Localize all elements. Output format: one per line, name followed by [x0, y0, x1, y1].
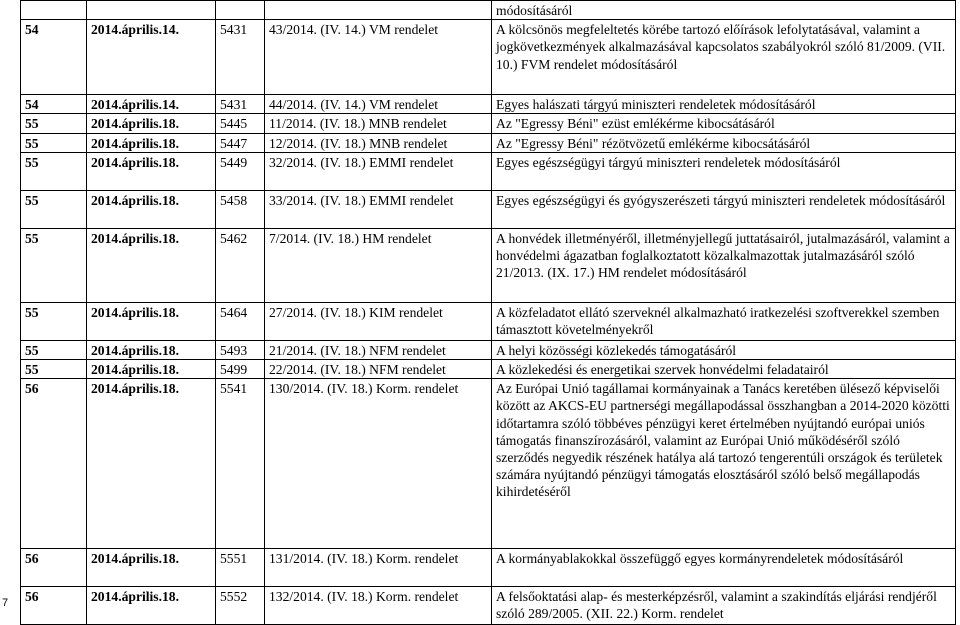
table-row	[21, 360, 956, 379]
date-cell: 2014.április.18.	[87, 360, 216, 379]
description-cell: Az "Egressy Béni" ezüst emlékérme kibocsátásáról	[492, 114, 956, 133]
description-cell: A helyi közösségi közlekedés támogatásáról	[492, 340, 956, 359]
page-code-cell: 5499	[216, 360, 265, 379]
table-row	[21, 152, 956, 190]
page-code-cell: 5445	[216, 114, 265, 133]
table-row	[21, 228, 956, 302]
table-row	[21, 587, 956, 625]
date-cell: 2014.április.18.	[87, 133, 216, 152]
description-cell: A felsőoktatási alap- és mesterképzésről, valamint a szakindítás eljárási rendjéről szóló 289/2005. (XII. 22.) Korm. rendelet	[492, 587, 956, 625]
description-cell: Egyes egészségügyi tárgyú miniszteri rendeletek módosításáról	[492, 152, 956, 190]
issue-number-cell: 55	[21, 133, 87, 152]
description-cell: A közfeladatot ellátó szerveknél alkalmazható iratkezelési szoftverekkel szemben támasztott követelményekről	[492, 302, 956, 340]
table-row	[21, 133, 956, 152]
issue-number-cell: 55	[21, 190, 87, 228]
regulation-ref-cell: 130/2014. (IV. 18.) Korm. rendelet	[265, 379, 492, 549]
table-row	[21, 95, 956, 114]
issue-number-cell: 55	[21, 152, 87, 190]
date-cell: 2014.április.14.	[87, 20, 216, 95]
date-cell: 2014.április.18.	[87, 379, 216, 549]
date-cell: 2014.április.18.	[87, 549, 216, 587]
table-row	[21, 1, 956, 20]
description-cell: módosításáról	[492, 1, 956, 20]
table-row	[21, 302, 956, 340]
issue-number-cell: 56	[21, 587, 87, 625]
regulation-ref-cell: 43/2014. (IV. 14.) VM rendelet	[265, 20, 492, 95]
issue-number-cell: 55	[21, 360, 87, 379]
issue-number-cell: 55	[21, 114, 87, 133]
page-code-cell: 5462	[216, 228, 265, 302]
page-code-cell: 5447	[216, 133, 265, 152]
page-code-cell: 5541	[216, 379, 265, 549]
date-cell: 2014.április.14.	[87, 95, 216, 114]
issue-number-cell: 54	[21, 95, 87, 114]
regulation-ref-cell: 21/2014. (IV. 18.) NFM rendelet	[265, 340, 492, 359]
date-cell: 2014.április.18.	[87, 190, 216, 228]
page-code-cell: 5431	[216, 20, 265, 95]
page-code-cell: 5464	[216, 302, 265, 340]
date-cell	[87, 1, 216, 20]
issue-number-cell: 55	[21, 302, 87, 340]
page-number: 7	[2, 597, 9, 609]
issue-number-cell	[21, 1, 87, 20]
description-cell: Az "Egressy Béni" rézötvözetű emlékérme kibocsátásáról	[492, 133, 956, 152]
page-code-cell: 5552	[216, 587, 265, 625]
date-cell: 2014.április.18.	[87, 152, 216, 190]
description-cell: A kölcsönös megfeleltetés körébe tartozó előírások lefolytatásával, valamint a jogkövetkezmények alkalmazásával kapcsolatos szabályokról szóló 81/2009. (VII. 10.) FVM rendelet módosításáról	[492, 20, 956, 95]
regulation-ref-cell: 11/2014. (IV. 18.) MNB rendelet	[265, 114, 492, 133]
regulation-ref-cell: 131/2014. (IV. 18.) Korm. rendelet	[265, 549, 492, 587]
page-code-cell: 5458	[216, 190, 265, 228]
table-row	[21, 549, 956, 587]
issue-number-cell: 54	[21, 20, 87, 95]
regulation-ref-cell: 27/2014. (IV. 18.) KIM rendelet	[265, 302, 492, 340]
page-code-cell: 5431	[216, 95, 265, 114]
issue-number-cell: 55	[21, 228, 87, 302]
page-code-cell: 5551	[216, 549, 265, 587]
regulation-ref-cell: 132/2014. (IV. 18.) Korm. rendelet	[265, 587, 492, 625]
table-row	[21, 340, 956, 359]
description-cell: A kormányablakokkal összefüggő egyes kormányrendeletek módosításáról	[492, 549, 956, 587]
page-code-cell	[216, 1, 265, 20]
date-cell: 2014.április.18.	[87, 114, 216, 133]
description-cell: A közlekedési és energetikai szervek honvédelmi feladatairól	[492, 360, 956, 379]
date-cell: 2014.április.18.	[87, 340, 216, 359]
issue-number-cell: 56	[21, 379, 87, 549]
regulation-ref-cell: 33/2014. (IV. 18.) EMMI rendelet	[265, 190, 492, 228]
table-row	[21, 20, 956, 95]
date-cell: 2014.április.18.	[87, 228, 216, 302]
index-table-body	[21, 1, 956, 625]
description-cell: Egyes egészségügyi és gyógyszerészeti tárgyú miniszteri rendeletek módosításáról	[492, 190, 956, 228]
issue-number-cell: 56	[21, 549, 87, 587]
table-row	[21, 190, 956, 228]
regulation-ref-cell: 22/2014. (IV. 18.) NFM rendelet	[265, 360, 492, 379]
date-cell: 2014.április.18.	[87, 302, 216, 340]
description-cell: Egyes halászati tárgyú miniszteri rendeletek módosításáról	[492, 95, 956, 114]
regulation-ref-cell: 7/2014. (IV. 18.) HM rendelet	[265, 228, 492, 302]
issue-number-cell: 55	[21, 340, 87, 359]
regulation-ref-cell	[265, 1, 492, 20]
regulation-ref-cell: 32/2014. (IV. 18.) EMMI rendelet	[265, 152, 492, 190]
table-row	[21, 379, 956, 549]
regulation-ref-cell: 44/2014. (IV. 14.) VM rendelet	[265, 95, 492, 114]
description-cell: A honvédek illetményéről, illetményjellegű juttatásairól, jutalmazásáról, valamint a honvédelmi ágazatban foglalkoztatott közalkalmazottak jutalmazásáról szóló 21/2013. (IX. 17.) HM rendelet módosításáról	[492, 228, 956, 302]
regulation-ref-cell: 12/2014. (IV. 18.) MNB rendelet	[265, 133, 492, 152]
table-row	[21, 114, 956, 133]
date-cell: 2014.április.18.	[87, 587, 216, 625]
page-code-cell: 5449	[216, 152, 265, 190]
description-cell: Az Európai Unió tagállamai kormányainak a Tanács keretében ülésező képviselői között az AKCS-EU partnerségi megállapodással összhangban a 2014-2020 közötti időtartamra szóló többéves pénzügyi keret értelmében nyújtandó európai uniós támogatás finanszírozásáról, valamint az Európai Unió működéséről szóló szerződés negyedik részének hatálya alá tartozó tengerentúli országok és területek számára nyújtandó pénzügyi támogatás elosztásáról szóló belső megállapodás kihirdetéséről	[492, 379, 956, 549]
page-code-cell: 5493	[216, 340, 265, 359]
index-table	[20, 0, 956, 625]
